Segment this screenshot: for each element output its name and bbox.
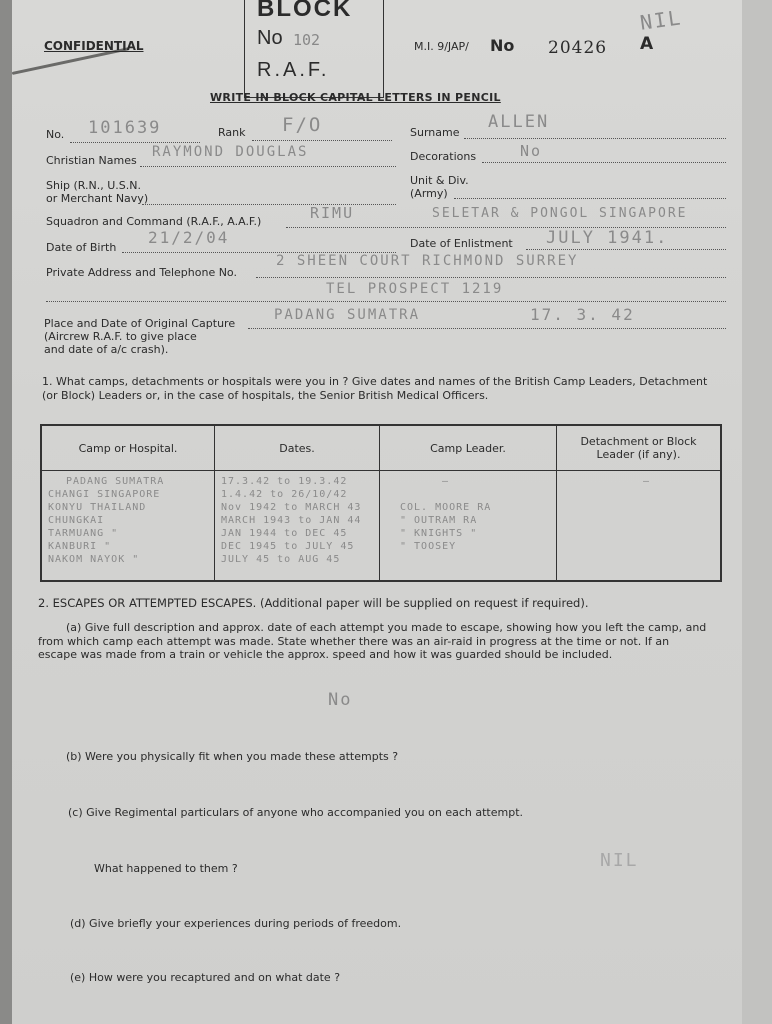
date-entry: JULY 45 to AUG 45: [221, 554, 341, 565]
unit-line: [454, 198, 726, 199]
form-no-label: No: [490, 36, 515, 55]
decorations-value: No: [520, 142, 543, 160]
stamp-raf-text: R.A.F.: [257, 59, 330, 81]
squadron-value: RIMU: [310, 204, 355, 222]
dob-value: 21/2/04: [148, 228, 230, 247]
leader-entry: " OUTRAM RA: [400, 515, 478, 526]
date-entry: DEC 1945 to JULY 45: [221, 541, 355, 552]
unit-label-line1: Unit & Div.: [410, 174, 469, 187]
capture-label-line2: (Aircrew R.A.F. to give place: [44, 330, 197, 343]
surname-line: [464, 138, 726, 139]
service-number-value: 101639: [88, 118, 162, 138]
confidential-label: CONFIDENTIAL: [44, 39, 144, 53]
column-header-detachment-leader: Detachment or Block Leader (if any).: [557, 425, 722, 471]
question-2e: (e) How were you recaptured and on what date ?: [70, 971, 341, 984]
question-1-line1: 1. What camps, detachments or hospitals were you in ? Give dates and names of the British Camp Leaders, Detachment: [42, 375, 708, 388]
christian-names-line: [140, 166, 396, 167]
capture-date-value: 17. 3. 42: [530, 305, 635, 324]
camp-entry: KANBURI ": [48, 541, 112, 552]
form-serial-number: 20426: [548, 38, 608, 58]
leader-entry: [400, 488, 550, 501]
question-2a-line1: (a) Give full description and approx. date of each attempt you made to escape, showing how you left the camp, and: [66, 621, 707, 634]
capture-label-line3: and date of a/c crash).: [44, 343, 169, 356]
page-left-edge: [0, 0, 12, 1024]
form-letter: A: [640, 34, 654, 54]
detachment-leaders-column: [557, 471, 722, 582]
unit-label-line2: (Army): [410, 187, 448, 200]
address-line-2: [46, 301, 726, 302]
no-label: No.: [46, 128, 65, 141]
question-2a-answer: No: [328, 690, 353, 710]
form-sheet: [12, 0, 742, 1024]
rank-value: F/O: [282, 114, 323, 136]
camp-entry: CHUNGKAI: [48, 515, 105, 526]
question-2-title: 2. ESCAPES OR ATTEMPTED ESCAPES. (Additional paper will be supplied on request if required).: [38, 596, 589, 610]
surname-value: ALLEN: [488, 112, 550, 132]
leader-entry: —: [442, 476, 450, 487]
address-label: Private Address and Telephone No.: [46, 266, 237, 279]
date-entry: Nov 1942 to MARCH 43: [221, 502, 362, 513]
capture-label-line1: Place and Date of Original Capture: [44, 317, 236, 330]
page-right-edge: [742, 0, 772, 1024]
dates-column: [215, 471, 380, 582]
address-value-1: 2 SHEEN COURT RICHMOND SURREY: [276, 253, 579, 269]
date-entry: 1.4.42 to 26/10/42: [221, 489, 348, 500]
capture-place-value: PADANG SUMATRA: [274, 307, 421, 323]
decorations-line: [482, 162, 726, 163]
date-entry: JAN 1944 to DEC 45: [221, 528, 348, 539]
camp-entry: KONYU THAILAND: [48, 502, 147, 513]
christian-names-value: RAYMOND DOUGLAS: [152, 144, 309, 160]
leader-entry: " TOOSEY: [400, 541, 457, 552]
camp-entry: PADANG SUMATRA: [66, 476, 165, 487]
enlistment-value: JULY 1941.: [546, 228, 669, 248]
no-line: [70, 142, 200, 143]
date-entry: MARCH 1943 to JAN 44: [221, 515, 362, 526]
question-2a-line3: escape was made from a train or vehicle the approx. speed and how it was guarded should be included.: [38, 648, 613, 661]
question-2b: (b) Were you physically fit when you made these attempts ?: [66, 750, 399, 763]
surname-label: Surname: [410, 126, 460, 139]
camp-entry: NAKOM NAYOK ": [48, 554, 140, 565]
camps-column: [41, 471, 215, 582]
leader-entry: COL. MOORE RA: [400, 502, 492, 513]
decorations-label: Decorations: [410, 150, 477, 163]
enlistment-label: Date of Enlistment: [410, 237, 513, 250]
rank-line: [252, 140, 392, 141]
camps-table: [40, 424, 722, 582]
form-reference: M.I. 9/JAP/: [414, 40, 469, 53]
question-2c: (c) Give Regimental particulars of anyone who accompanied you on each attempt.: [68, 806, 524, 819]
address-value-2: TEL PROSPECT 1219: [326, 281, 504, 297]
dob-label: Date of Birth: [46, 241, 117, 254]
address-line-1: [256, 277, 726, 278]
rank-label: Rank: [218, 126, 246, 139]
ship-line: [142, 204, 396, 205]
ship-label-line2: or Merchant Navy): [46, 192, 149, 205]
squadron-label: Squadron and Command (R.A.F., A.A.F.): [46, 215, 262, 228]
column-header-dates: Dates.: [215, 425, 380, 471]
stamp-block-text: BLOCK: [257, 0, 353, 22]
block-raf-stamp: [244, 0, 384, 98]
squadron-value-2: SELETAR & PONGOL SINGAPORE: [432, 206, 688, 221]
detachment-entry: —: [643, 476, 651, 487]
leader-entry: " KNIGHTS ": [400, 528, 478, 539]
column-header-camp: Camp or Hospital.: [41, 425, 215, 471]
block-capitals-instruction: WRITE IN BLOCK CAPITAL LETTERS IN PENCIL: [210, 91, 501, 104]
what-happened-answer: NIL: [600, 850, 639, 871]
top-right-handwritten-note: NIL: [638, 5, 684, 35]
camp-entry: CHANGI SINGAPORE: [48, 489, 161, 500]
stamp-no-text: No: [257, 27, 283, 49]
camp-leaders-column: [380, 471, 557, 582]
what-happened-question: What happened to them ?: [94, 862, 238, 875]
column-header-camp-leader: Camp Leader.: [380, 425, 557, 471]
question-2d: (d) Give briefly your experiences during periods of freedom.: [70, 917, 402, 930]
ship-label-line1: Ship (R.N., U.S.N.: [46, 179, 141, 192]
question-1-line2: (or Block) Leaders or, in the case of hospitals, the Senior British Medical Officers.: [42, 389, 489, 402]
christian-names-label: Christian Names: [46, 154, 137, 167]
stamp-no-value: 102: [293, 31, 321, 49]
date-entry: 17.3.42 to 19.3.42: [221, 476, 348, 487]
camp-entry: TARMUANG ": [48, 528, 119, 539]
question-2a-line2: from which camp each attempt was made. State whether there was an air-raid in progress at the time or not. If an: [38, 635, 670, 648]
enlistment-line: [526, 249, 726, 250]
capture-line: [248, 328, 726, 329]
